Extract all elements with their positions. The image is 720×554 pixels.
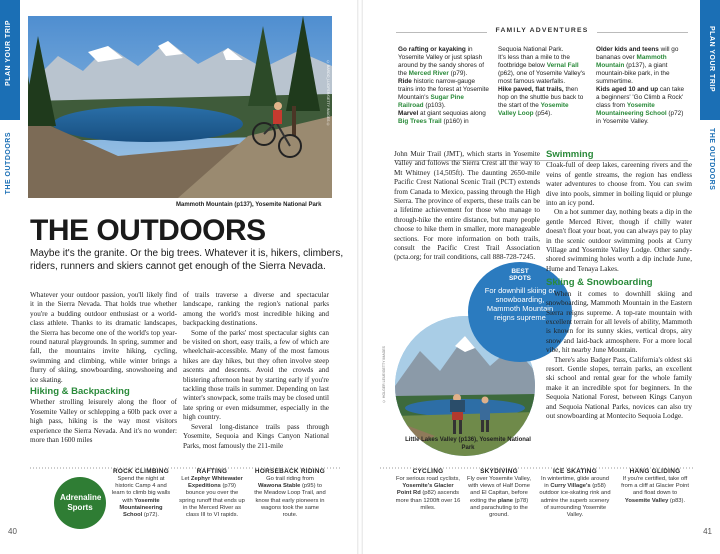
activity-text-part: (p82) ascends more than 1200ft over 16 miles. [395,490,461,511]
family-text: (p72) in Yosemite Valley. [596,110,684,125]
activity-text-part: Fly over Yosemite Valley, with views of Half Dome and El Capitan, before exiting the [467,476,531,504]
col1-paragraph: Whatever your outdoor passion, you'll likely find it in the Sierra Nevada. That holds true whether you're a budding outdoor enthusiast or a world-class athlete. Thanks to its dramatic landscapes, the Sierra has become one of the world's top year-round natural playgrounds. In spring, summer and fall, the mountains invite hiking, cycling, swimming and climbing, while winter brings a flurry of skiing, snowboarding, snowshoeing and ice skating. [30,291,177,384]
activity-text-part: (p79) bounce you over the spring runoff that ends up in the Merced River as class III to VI rapids. [179,483,245,519]
skiing-heading: Skiing & Snowboarding [546,277,653,289]
activity-text-part: In wintertime, glide around in [541,476,609,490]
activity-text-part: Yosemite's Glacier Point Rd [396,483,454,497]
family-text: at giant sequoias along [418,110,486,117]
activity-text-part: (p83). [668,497,686,504]
page-title: THE OUTDOORS [30,214,266,247]
photo2-credit: © HOLGER LEUE/GETTY IMAGES [382,346,386,404]
col1-paragraph-2: Whether strolling leisurely along the floor of Yosemite Valley or schlepping a 60lb pack over a high pass, hiking is the way most visitors experience the Sierra Nevada. And it's no wonder: more than 1600 miles [30,398,177,445]
col2-paragraph: of trails traverse a diverse and spectacular landscape, ranking the region's national parks among the world's most incredible hiking and backpacking destinations. [183,291,329,328]
photo2-caption: Little Lakes Valley (p136), Yosemite National Park [405,437,531,451]
swimming-heading: Swimming [546,149,594,160]
family-text: in Yosemite Valley or just splash around by the sandy shores of the [398,46,484,77]
left-tab-label: PLAN YOUR TRIP [5,20,12,86]
col3-paragraph: John Muir Trail (JMT), which starts in Yosemite Valley and follows the Sierra Crest all the way to Mt Whitney (14,505ft). The daunting 2650-mile Pacific Crest National Scenic Trail (PCT) extends from Canada to Mexico, passing through the High Sierra. The province of experts, these trails can be a lifetime achievement for those who manage to through-hike the entire distance, but many people choose to hike them in smaller, more manageable sections. For more information on both trails, consult the Pacific Crest Trail Association (pcta.org; for trail conditions, call 888-728-7245. [394,150,540,262]
family-bold-text: Ride [398,78,412,85]
activity-text-part: Let [181,476,191,482]
activity-text [110,476,172,519]
photo1-credit: © BARDO_LUCIFER/GETTY IMAGES © [326,60,330,127]
activity-text-part: Wawona Stable [258,483,301,490]
activity-text-part: Zephyr Whitewater Expeditions [187,476,243,490]
body-column-3 [394,150,540,263]
family-text: It's less than a mile to the footbridge below [498,54,570,69]
activity-item [110,468,172,534]
activity-text-part: (p95) to the Meadow Loop Trail, and know that early pioneers in wagons took the same route. [254,483,326,519]
family-text: (p103). [423,102,446,109]
family-col-1 [398,46,490,126]
family-bold-text: Kids aged 10 and up [596,86,659,93]
activity-text-part: Yosemite Mountaineering School [119,497,163,519]
family-text: historic narrow-gauge trains into the forest at Yosemite Mountain's [398,78,489,101]
hiking-heading: Hiking & Backpacking [30,386,130,398]
mountain-photo-illustration [28,16,332,198]
activity-heading: ICE SKATING [552,468,597,475]
family-place-link: Yosemite Mountaineering School [596,102,667,117]
activity-text-part: If you're certified, take off from a cliff at Glacier Point and float down to [621,476,689,497]
col4-paragraph-3: When it comes to downhill skiing and snowboarding, Mammoth Mountain in the Eastern Sierra reigns supreme. A top-rate mountain with excellent terrain for all levels of ability, Mammoth is known for its sunny skies, vertical drops, airy snow and laid-back atmosphere. For a more local vibe, hit nearby June Mountain. [546,289,692,355]
family-text: (p54). [533,110,552,117]
intro-text: Maybe it's the granite. Or the big trees. Whatever it is, hikers, climbers, riders, runners and skiers cannot get enough of the Sierra Nevada. [30,248,344,272]
best-spots-label: BEST SPOTS [508,268,532,282]
activity-text-part: (p72). [142,512,160,519]
activity-item [254,468,326,534]
family-col-2 [498,46,588,118]
family-text: (p160) in [441,118,469,125]
family-adventures-box [396,24,688,161]
activity-heading: ROCK CLIMBING [112,468,170,475]
activity-text [178,476,246,519]
activity-text-part: Spend the night at historic Camp 4 and learn to climb big walls with [111,476,171,504]
activity-heading: CYCLING [412,468,444,475]
family-place-link: Yosemite Valley Loop [498,102,569,117]
family-text: can take a beginners' 'Go Climb a Rock' class from [596,86,685,109]
family-text: (p79). [448,70,468,77]
col4-paragraph-4: There's also Badger Pass, California's oldest ski resort. Gentle slopes, terrain parks, an excellent ski school and rental gear for the whole family make it an incredible spot for beginners. In the Sequoia National Forest, between Kings Canyon and Sequoia National Parks, novices can also try out snowboarding at Montecito Sequoia Lodge. [546,355,692,420]
activity-text-part: (p58) outdoor ice-skating rink and admire the superb scenery of surrounding Yosemite Valley. [539,483,611,519]
photo1-caption: Mammoth Mountain (p137), Yosemite National Park [176,202,322,208]
right-tab-section: THE OUTDOORS [708,128,715,191]
activity-heading: RAFTING [196,468,228,475]
mammoth-mountain-photo [28,16,332,198]
right-tab-label: PLAN YOUR TRIP [708,26,715,92]
activity-text-part: Yosemite Valley [624,497,669,504]
family-place-link: Merced River [408,70,449,77]
activity-text [538,476,612,519]
activity-text-part: Go trail riding from [266,476,314,482]
family-text: then hop on the shuttle bus back to the start of the [498,86,584,109]
col4-paragraph: Cloak-full of deep lakes, careening rivers and the veins of gentle streams, the region has endless water adventures to choose from. You can swim dive into pools, simmer in boiling liquid or plunge into an icy pond. [546,161,692,208]
body-column-4 [546,150,692,421]
activity-text [395,476,461,512]
strip-divider [0,466,720,470]
family-place-link: Mammoth Mountain [596,54,667,69]
activity-item [466,468,532,534]
col2-paragraph-3: Several long-distance trails pass through Yosemite, Sequoia and Kings Canyon National Parks, most famously the 211-mile [183,422,329,450]
family-place-link: Sugar Pine Railroad [398,94,464,109]
page-spine [357,0,363,554]
activity-item [620,468,690,534]
activity-text-part: For serious road cyclists, [395,476,461,482]
activity-text [466,476,532,519]
adrenaline-sports-badge [54,477,106,529]
activity-text-part: plane [497,497,514,504]
activity-heading: HANG GLIDING [629,468,681,475]
body-column-2 [183,291,329,451]
col2-paragraph-2: Some of the parks' most spectacular sights can be visited on short, easy trails, a few of which are wheelchair-accessible. Many of the most famous hikes are day hikes, but they often involve steep ascents and descents. Avoid the crowds and blistering afternoon heat by starting early if you're tackling those trails in summer. Depending on last winter's snowpack, some trails may be closed until late spring or even midsummer, especially in the high country. [183,328,329,422]
activity-item [178,468,246,534]
page-number-right: 41 [703,527,712,536]
family-bold-text: Marvel [398,110,419,117]
best-spots-text: For downhill skiing or snowboarding, Mammoth Mountain reigns supreme [484,286,556,322]
body-column-1 [30,291,177,446]
family-text: will go bananas over [596,46,679,61]
family-bold-text: Older kids and teens [596,46,659,53]
col4-paragraph-2: On a hot summer day, nothing beats a dip in the gentle Merced River, though if chilly water doesn't float your boat, you can always pay to play in the scenic outdoor swimming pools at Curry Village and Yosemite Valley Lodge. Other sandy-shored swimming holes worth a dip include June, Hume and Tenaya Lakes. [546,208,692,273]
activity-heading: HORSEBACK RIDING [254,468,326,475]
activity-text-part: (p78) and parachuting to the ground. [470,497,529,519]
family-bold-text: Hike paved, flat trails, [498,86,564,93]
activity-heading: SKYDIVING [480,468,518,475]
activity-text [254,476,326,519]
left-tab-section: THE OUTDOORS [5,132,12,195]
page-number-left: 40 [8,527,17,536]
activity-text [620,476,690,505]
family-text: Sequoia National Park. [498,46,564,53]
family-title: FAMILY ADVENTURES [487,27,597,34]
family-text: (p137), a giant mountain-bike park, in the summertime. [596,62,670,85]
family-col-3 [596,46,688,126]
adrenaline-label: Adrenaline Sports [60,493,102,512]
family-text: (p62), one of Yosemite Valley's most famous waterfalls. [498,70,586,85]
activity-item [538,468,612,534]
family-place-link: Big Trees Trail [398,118,442,125]
activity-text-part: Curry Village's [550,483,591,490]
activity-item [395,468,461,534]
family-bold-text: Go rafting or kayaking [398,46,466,53]
family-place-link: Vernal Fall [546,62,579,69]
